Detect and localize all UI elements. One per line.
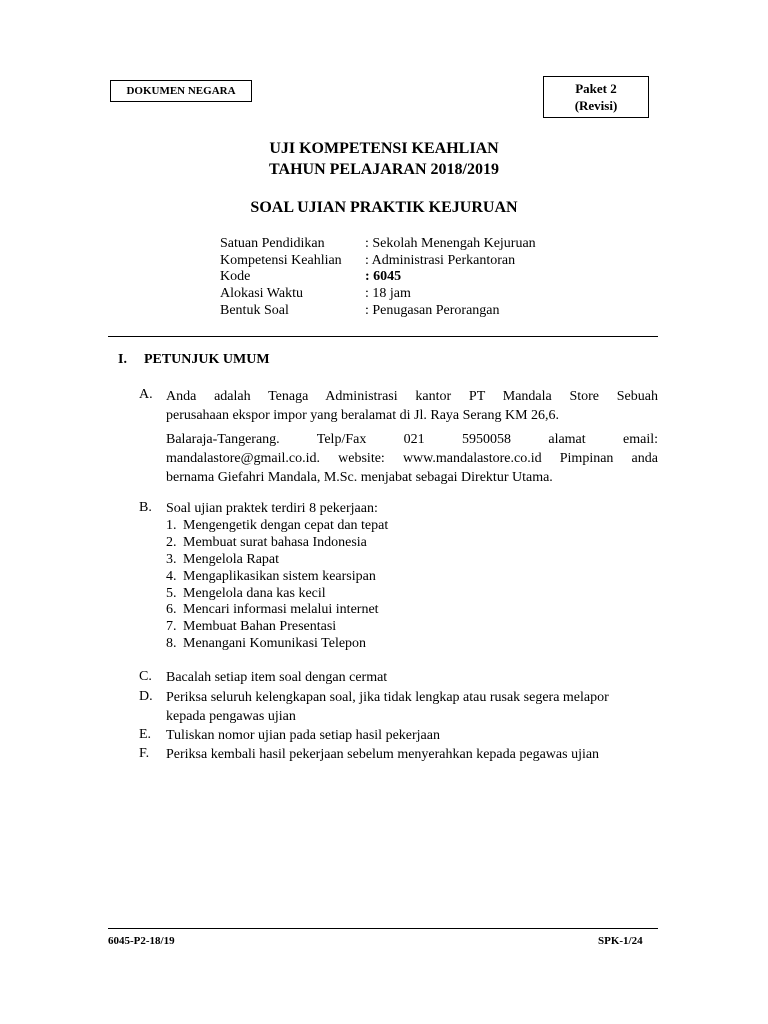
item-d-text-line2: kepada pengawas ujian (166, 709, 296, 724)
item-letter-d: D. (139, 689, 153, 704)
paragraph-line: bernama Giefahri Mandala, M.Sc. menjabat sebagai Direktur Utama. (166, 470, 553, 485)
list-item (166, 618, 336, 635)
info-value: : Penugasan Perorangan (365, 303, 500, 318)
list-number: 6. (166, 602, 177, 617)
list-text: Mencari informasi melalui internet (183, 602, 379, 617)
item-letter-e: E. (139, 727, 152, 742)
list-item (166, 517, 388, 534)
package-label-box (543, 76, 649, 118)
list-number: 2. (166, 535, 177, 550)
section-heading (118, 352, 270, 368)
list-text: Membuat surat bahasa Indonesia (183, 535, 367, 550)
document-classification-label: DOKUMEN NEGARA (110, 80, 252, 102)
package-revision: (Revisi) (574, 98, 618, 113)
footer-document-code: 6045-P2-18/19 (108, 935, 175, 947)
section-title: PETUNJUK UMUM (143, 352, 270, 367)
footer-page-number: SPK-1/24 (598, 935, 643, 947)
info-label: Kompetensi Keahlian (220, 253, 342, 268)
list-item (166, 601, 379, 618)
list-text: Mengengetik dengan cepat dan tepat (183, 518, 389, 533)
list-text: Menangani Komunikasi Telepon (183, 636, 367, 651)
item-c-text: Bacalah setiap item soal dengan cermat (166, 670, 388, 685)
list-text: Membuat Bahan Presentasi (183, 619, 337, 634)
item-letter-b: B. (139, 500, 152, 515)
paragraph-line: perusahaan ekspor impor yang beralamat di Jl. Raya Serang KM 26,6. (166, 408, 560, 423)
list-text: Mengelola Rapat (183, 552, 280, 567)
footer-divider (108, 928, 658, 929)
list-item (166, 585, 326, 602)
list-number: 1. (166, 518, 177, 533)
info-value: : Sekolah Menengah Kejuruan (365, 236, 536, 251)
item-a-paragraph (166, 387, 658, 487)
item-letter-c: C. (139, 669, 152, 684)
list-number: 3. (166, 552, 177, 567)
item-f-text: Periksa kembali hasil pekerjaan sebelum menyerahkan kepada pegawas ujian (166, 747, 600, 762)
list-number: 5. (166, 586, 177, 601)
info-label: Kode (220, 269, 251, 284)
paragraph-line: Balaraja-Tangerang. Telp/Fax 021 5950058 alamat email: (166, 432, 658, 447)
info-label: Satuan Pendidikan (220, 236, 325, 251)
item-d-text-line1: Periksa seluruh kelengkapan soal, jika tidak lengkap atau rusak segera melapor (166, 690, 609, 705)
item-letter-a: A. (139, 387, 153, 402)
item-b-intro: Soal ujian praktek terdiri 8 pekerjaan: (166, 501, 378, 516)
exam-subtitle: SOAL UJIAN PRAKTIK KEJURUAN (250, 199, 518, 216)
section-number: I. (118, 352, 127, 367)
academic-year-title: TAHUN PELAJARAN 2018/2019 (269, 161, 499, 178)
list-item (166, 635, 366, 652)
section-divider (108, 336, 658, 337)
list-number: 7. (166, 619, 177, 634)
paragraph-line: Anda adalah Tenaga Administrasi kantor PT Mandala Store Sebuah (166, 389, 658, 404)
item-e-text: Tuliskan nomor ujian pada setiap hasil pekerjaan (166, 728, 440, 743)
info-value: : 18 jam (365, 286, 411, 301)
exam-title: UJI KOMPETENSI KEAHLIAN (269, 140, 499, 157)
list-text: Mengelola dana kas kecil (183, 586, 326, 601)
package-number: Paket 2 (575, 81, 617, 96)
list-item (166, 551, 279, 568)
info-value: : 6045 (365, 269, 402, 284)
info-label: Bentuk Soal (220, 303, 289, 318)
paragraph-line: mandalastore@gmail.co.id. website: www.mandalastore.co.id Pimpinan anda (166, 451, 658, 466)
list-item (166, 568, 376, 585)
info-label: Alokasi Waktu (220, 286, 303, 301)
list-number: 8. (166, 636, 177, 651)
item-letter-f: F. (139, 746, 150, 761)
info-value: : Administrasi Perkantoran (365, 253, 516, 268)
list-item (166, 534, 367, 551)
list-number: 4. (166, 569, 177, 584)
list-text: Mengaplikasikan sistem kearsipan (183, 569, 376, 584)
